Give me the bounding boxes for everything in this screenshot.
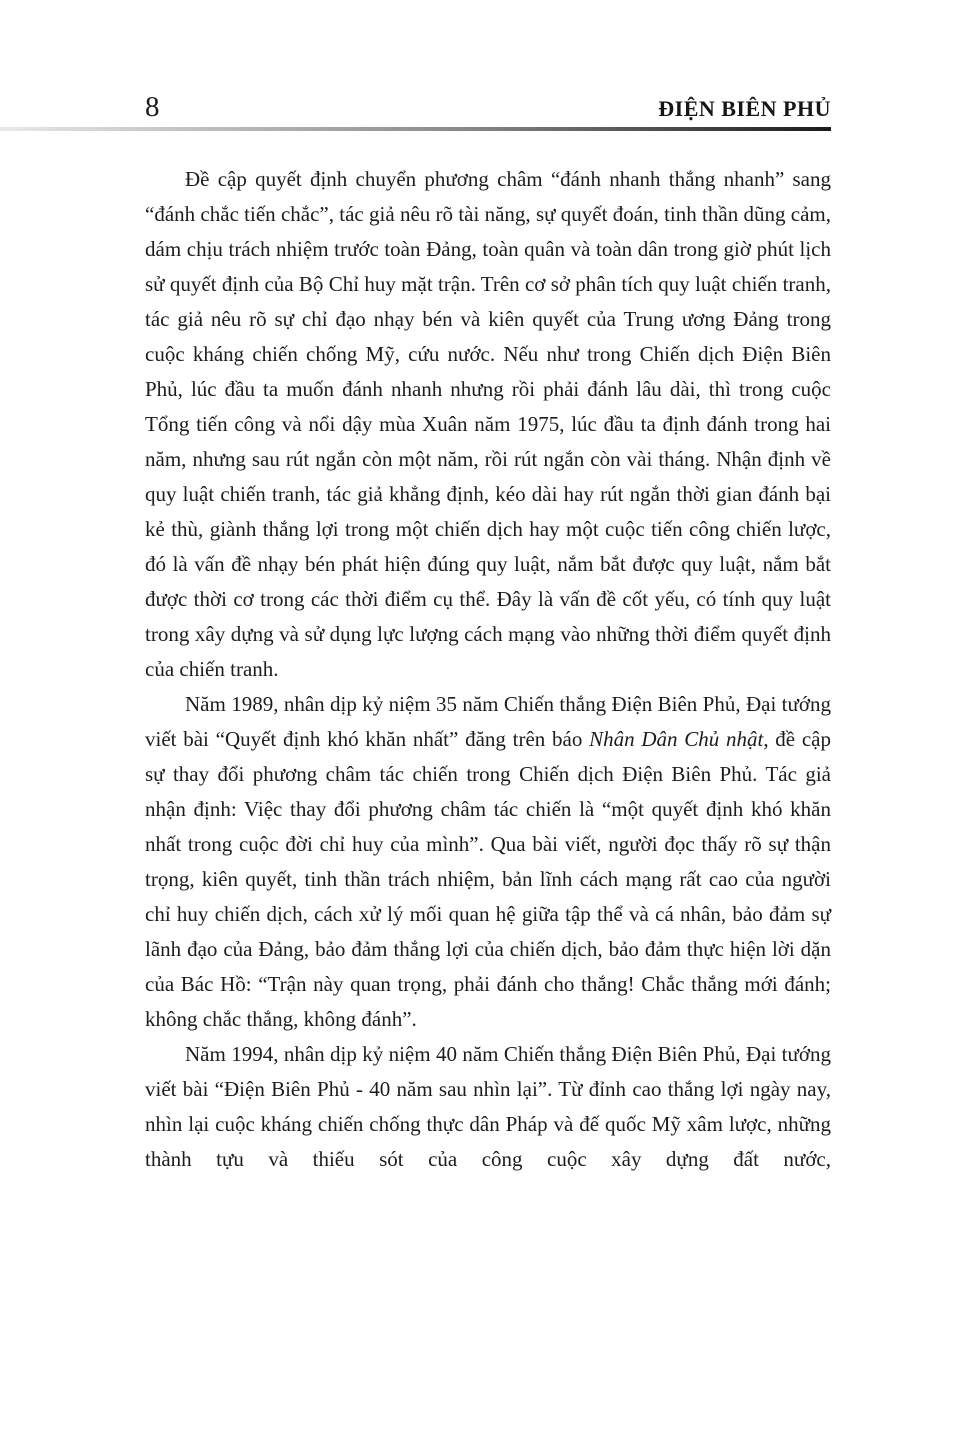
paragraph-2-newspaper-title: Nhân Dân Chủ nhật xyxy=(589,727,764,751)
paragraph-1-text: Đề cập quyết định chuyển phương châm “đánh nhanh thắng nhanh” sang “đánh chắc tiến chắc”, tác giả nêu rõ tài năng, sự quyết đoán, tinh thần dũng cảm, dám chịu trách nhiệm trước toàn Đảng, toàn quân và toàn dân trong giờ phút lịch sử quyết định của Bộ Chỉ huy mặt trận. Trên cơ sở phân tích quy luật chiến tranh, tác giả nêu rõ sự chỉ đạo nhạy bén và kiên quyết của Trung ương Đảng trong cuộc kháng chiến chống Mỹ, cứu nước. Nếu như trong Chiến dịch Điện Biên Phủ, lúc đầu ta muốn đánh nhanh nhưng rồi phải đánh lâu dài, thì trong cuộc Tổng tiến công và nổi dậy mùa Xuân năm 1975, lúc đầu ta định đánh trong hai năm, nhưng sau rút ngắn còn một năm, rồi rút ngắn còn vài tháng. Nhận định về quy luật chiến tranh, tác giả khẳng định, kéo dài hay rút ngắn thời gian đánh bại kẻ thù, giành thắng lợi trong một chiến dịch hay một cuộc tiến công chiến lược, đó là vấn đề nhạy bén phát hiện đúng quy luật, nắm bắt được quy luật, nắm bắt được thời cơ trong các thời điểm cụ thể. Đây là vấn đề cốt yếu, có tính quy luật trong xây dựng và sử dụng lực lượng cách mạng vào những thời điểm quyết định của chiến tranh. xyxy=(145,167,831,681)
header-rule xyxy=(0,127,831,131)
page-number: 8 xyxy=(145,91,160,123)
paragraph-3 xyxy=(145,1037,831,1177)
paragraph-2-text-before: Năm 1989, nhân dịp kỷ niệm 35 năm Chiến thắng Điện Biên Phủ, Đại tướng viết bài “Quyết định khó khăn nhất” đăng trên báo xyxy=(145,692,831,751)
page-header xyxy=(145,90,831,126)
paragraph-1 xyxy=(145,162,831,687)
page-body xyxy=(145,162,831,1177)
paragraph-2-text-after: , đề cập sự thay đổi phương châm tác chiến trong Chiến dịch Điện Biên Phủ. Tác giả nhận định: Việc thay đổi phương châm tác chiến là “một quyết định khó khăn nhất trong cuộc đời chỉ huy của mình”. Qua bài viết, người đọc thấy rõ sự thận trọng, kiên quyết, tinh thần trách nhiệm, bản lĩnh cách mạng rất cao của người chỉ huy chiến dịch, cách xử lý mối quan hệ giữa tập thể và cá nhân, bảo đảm sự lãnh đạo của Đảng, bảo đảm thắng lợi của chiến dịch, bảo đảm thực hiện lời dặn của Bác Hồ: “Trận này quan trọng, phải đánh cho thắng! Chắc thắng mới đánh; không chắc thắng, không đánh”. xyxy=(145,727,831,1031)
paragraph-2 xyxy=(145,687,831,1037)
paragraph-3-text: Năm 1994, nhân dịp kỷ niệm 40 năm Chiến thắng Điện Biên Phủ, Đại tướng viết bài “Điện Biên Phủ - 40 năm sau nhìn lại”. Từ đỉnh cao thắng lợi ngày nay, nhìn lại cuộc kháng chiến chống thực dân Pháp và đế quốc Mỹ xâm lược, những thành tựu và thiếu sót của công cuộc xây dựng đất nước, xyxy=(145,1042,831,1171)
running-title: ĐIỆN BIÊN PHỦ xyxy=(658,96,831,121)
